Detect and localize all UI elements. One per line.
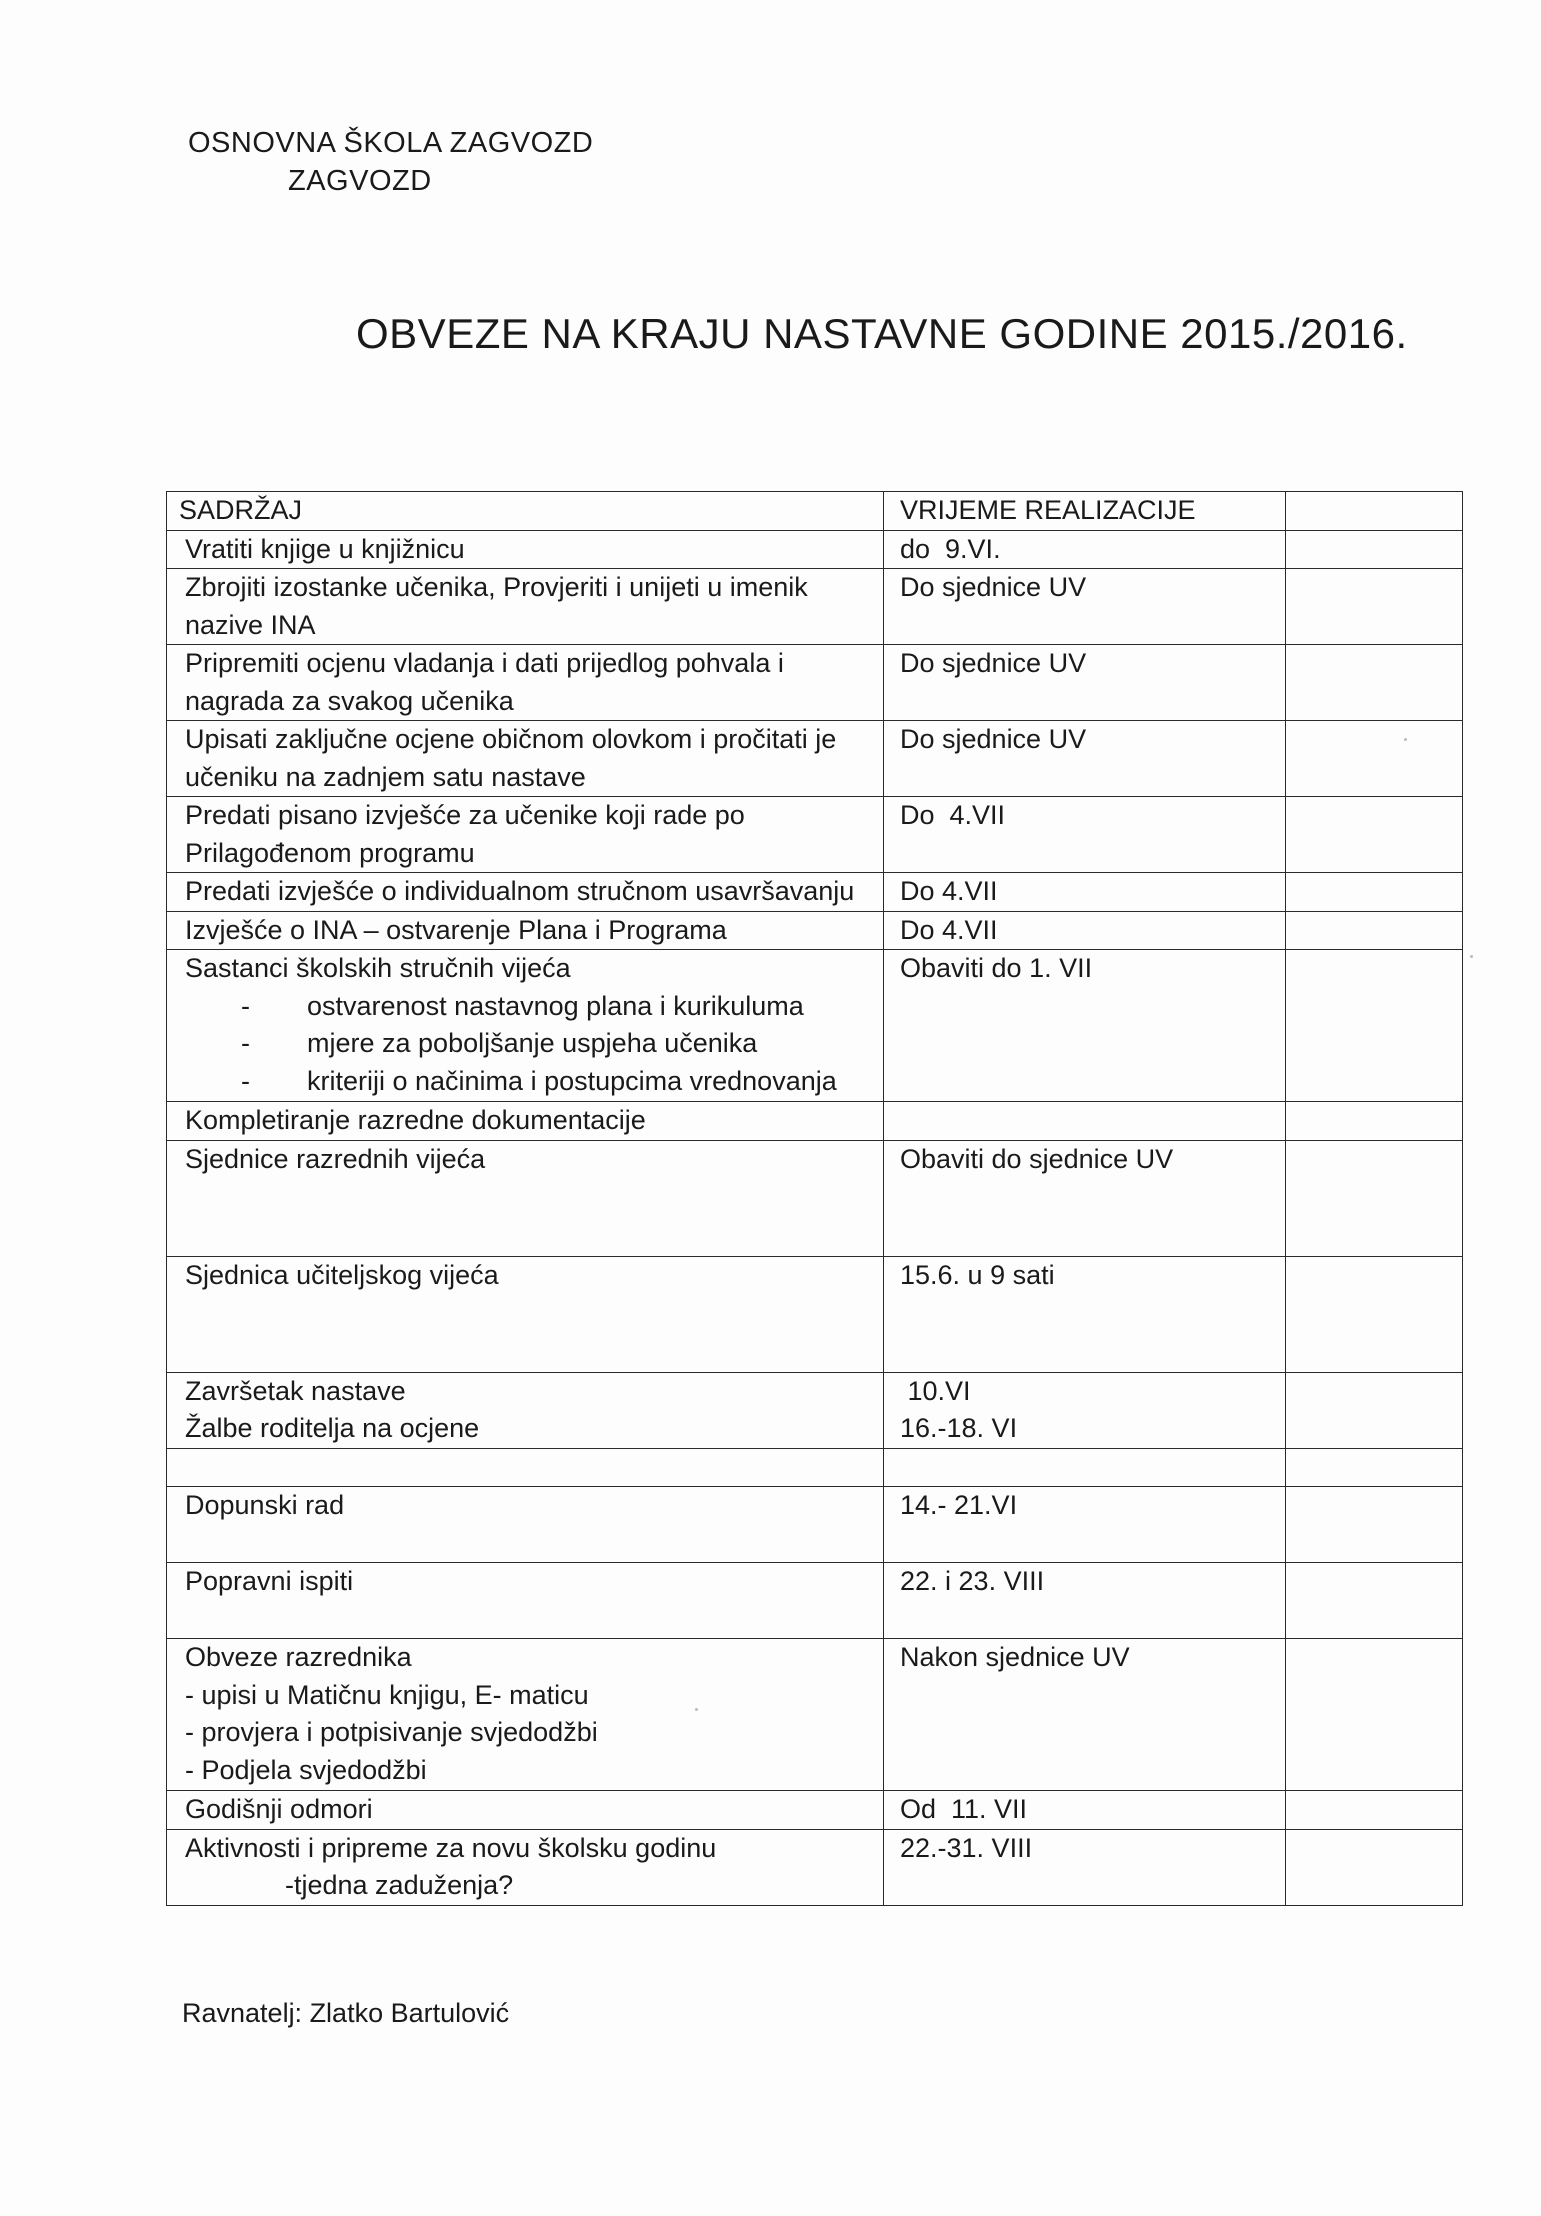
row-time <box>884 569 1286 645</box>
row-content <box>167 1829 884 1905</box>
content-line: Obveze razrednika <box>185 1642 412 1672</box>
time-line: 14.- 21.VI <box>900 1490 1018 1520</box>
content-line: Žalbe roditelja na ocjene <box>185 1413 480 1443</box>
row-content <box>167 530 884 569</box>
row-content <box>167 1563 884 1639</box>
row-time <box>884 1372 1286 1448</box>
row-content <box>167 1140 884 1256</box>
row-content <box>167 1791 884 1830</box>
time-line: 22. i 23. VIII <box>900 1566 1045 1596</box>
content-line: - upisi u Matičnu knjigu, E- maticu <box>185 1679 589 1710</box>
time-line: Od 11. VII <box>900 1794 1028 1824</box>
school-header <box>188 124 593 200</box>
content-line: Popravni ispiti <box>185 1566 354 1596</box>
time-line: 10.VI <box>900 1375 971 1406</box>
table-row <box>167 1256 1463 1372</box>
row-time <box>884 1140 1286 1256</box>
row-content <box>167 1448 884 1487</box>
row-extra <box>1286 1791 1463 1830</box>
row-time <box>884 911 1286 950</box>
time-line: Obaviti do sjednice UV <box>900 1143 1174 1174</box>
row-time <box>884 1102 1286 1141</box>
bullet-text: ostvarenost nastavnog plana i kurikuluma <box>307 990 804 1021</box>
row-time <box>884 950 1286 1102</box>
signature-line: Ravnatelj: Zlatko Bartulović <box>182 1998 510 2028</box>
dash-marker: - <box>241 990 250 1021</box>
scan-speck <box>695 1708 698 1711</box>
row-content <box>167 1256 884 1372</box>
row-content <box>167 1102 884 1141</box>
dash-marker: - <box>241 1028 250 1058</box>
content-line: Aktivnosti i pripreme za novu školsku godinu <box>185 1832 717 1863</box>
bullet-text: mjere za poboljšanje uspjeha učenika <box>307 1028 758 1058</box>
table-row <box>167 1487 1463 1563</box>
row-extra <box>1286 1256 1463 1372</box>
bullet-text: kriteriji o načinima i postupcima vrednovanja <box>307 1065 837 1096</box>
row-content <box>167 1639 884 1791</box>
row-extra <box>1286 1372 1463 1448</box>
content-line: Upisati zaključne ocjene običnom olovkom i pročitati je <box>185 724 837 754</box>
content-line: Kompletiranje razredne dokumentacije <box>185 1105 646 1135</box>
row-content <box>167 873 884 912</box>
row-extra <box>1286 645 1463 721</box>
time-line: Do sjednice UV <box>900 572 1087 602</box>
content-line: učeniku na zadnjem satu nastave <box>185 761 586 792</box>
table-row <box>167 1791 1463 1830</box>
indented-line: -tjedna zaduženja? <box>285 1870 514 1900</box>
row-extra <box>1286 1448 1463 1487</box>
row-extra <box>1286 1102 1463 1141</box>
row-extra <box>1286 797 1463 873</box>
school-name: OSNOVNA ŠKOLA ZAGVOZD <box>188 127 594 159</box>
table-row <box>167 1639 1463 1791</box>
content-line: Pripremiti ocjenu vladanja i dati prijedlog pohvala i <box>185 648 784 678</box>
content-line: Vratiti knjige u knjižnicu <box>185 533 465 564</box>
table-row <box>167 721 1463 797</box>
table-header-row <box>167 492 1463 531</box>
row-content <box>167 721 884 797</box>
header-time: VRIJEME REALIZACIJE <box>884 492 1286 531</box>
row-time <box>884 873 1286 912</box>
row-time <box>884 1639 1286 1791</box>
table-row <box>167 645 1463 721</box>
row-extra <box>1286 1639 1463 1791</box>
table-row <box>167 1102 1463 1141</box>
time-line: do 9.VI. <box>900 533 1001 564</box>
time-line: Obaviti do 1. VII <box>900 953 1093 983</box>
row-extra <box>1286 873 1463 912</box>
row-content <box>167 950 884 1102</box>
content-line: nazive INA <box>185 609 316 640</box>
time-line: Nakon sjednice UV <box>900 1642 1130 1672</box>
time-line <box>900 1449 1285 1487</box>
table-row <box>167 911 1463 950</box>
row-extra <box>1286 530 1463 569</box>
row-content <box>167 911 884 950</box>
content-line: Godišnji odmori <box>185 1794 373 1824</box>
content-line: Predati pisano izvješće za učenike koji rade po <box>185 800 745 830</box>
table-row <box>167 1372 1463 1448</box>
content-line: Prilagođenom programu <box>185 837 475 868</box>
row-time <box>884 1563 1286 1639</box>
row-content <box>167 645 884 721</box>
table-row <box>167 530 1463 569</box>
scan-speck <box>1404 738 1407 741</box>
time-line: Do 4.VII <box>900 914 998 945</box>
time-line: 15.6. u 9 sati <box>900 1259 1055 1290</box>
table-row <box>167 873 1463 912</box>
table-row <box>167 1448 1463 1487</box>
header-content: SADRŽAJ <box>167 492 884 531</box>
row-extra <box>1286 1563 1463 1639</box>
table-row <box>167 1563 1463 1639</box>
bullet-item <box>185 988 883 1026</box>
content-line: Izvješće o INA – ostvarenje Plana i Programa <box>185 914 727 945</box>
table-row <box>167 1829 1463 1905</box>
row-content <box>167 1372 884 1448</box>
time-line: 16.-18. VI <box>900 1413 1018 1443</box>
table-row <box>167 569 1463 645</box>
row-content <box>167 797 884 873</box>
content-line: Predati izvješće o individualnom stručnom usavršavanju <box>185 876 855 906</box>
row-time <box>884 1829 1286 1905</box>
row-extra <box>1286 569 1463 645</box>
content-line: Zbrojiti izostanke učenika, Provjeriti i unijeti u imenik <box>185 572 808 602</box>
row-content <box>167 569 884 645</box>
content-line: - provjera i potpisivanje svjedodžbi <box>185 1717 598 1747</box>
row-extra <box>1286 950 1463 1102</box>
table-row <box>167 1140 1463 1256</box>
table-row <box>167 797 1463 873</box>
row-time <box>884 721 1286 797</box>
content-line: Sjednice razrednih vijeća <box>185 1143 486 1174</box>
time-line: Do 4.VII <box>900 800 1006 830</box>
bullet-item <box>185 1063 883 1101</box>
schedule-table <box>166 491 1463 1906</box>
row-time <box>884 797 1286 873</box>
row-time <box>884 1448 1286 1487</box>
content-line: Dopunski rad <box>185 1490 345 1520</box>
row-time <box>884 1256 1286 1372</box>
document-title: OBVEZE NA KRAJU NASTAVNE GODINE 2015./2016. <box>356 310 1408 357</box>
table-row <box>167 950 1463 1102</box>
content-line: nagrada za svakog učenika <box>185 685 514 716</box>
content-line: - Podjela svjedodžbi <box>185 1754 427 1785</box>
row-extra <box>1286 1487 1463 1563</box>
bullet-item <box>185 1025 883 1063</box>
content-line: Završetak nastave <box>185 1375 406 1406</box>
content-line: Sastanci školskih stručnih vijeća <box>185 953 571 983</box>
row-extra <box>1286 911 1463 950</box>
row-time <box>884 645 1286 721</box>
content-line: Sjednica učiteljskog vijeća <box>185 1259 499 1290</box>
row-time <box>884 1791 1286 1830</box>
time-line: Do sjednice UV <box>900 724 1087 754</box>
row-content <box>167 1487 884 1563</box>
row-time <box>884 530 1286 569</box>
dash-marker: - <box>241 1065 250 1096</box>
row-time <box>884 1487 1286 1563</box>
header-extra <box>1286 492 1463 531</box>
time-line: Do sjednice UV <box>900 648 1087 678</box>
row-extra <box>1286 721 1463 797</box>
row-extra <box>1286 1829 1463 1905</box>
time-line <box>900 1102 1285 1140</box>
school-place: ZAGVOZD <box>288 165 432 197</box>
time-line: 22.-31. VIII <box>900 1832 1033 1863</box>
time-line: Do 4.VII <box>900 876 998 906</box>
content-line <box>185 1449 883 1487</box>
row-extra <box>1286 1140 1463 1256</box>
scan-speck <box>1470 955 1473 958</box>
